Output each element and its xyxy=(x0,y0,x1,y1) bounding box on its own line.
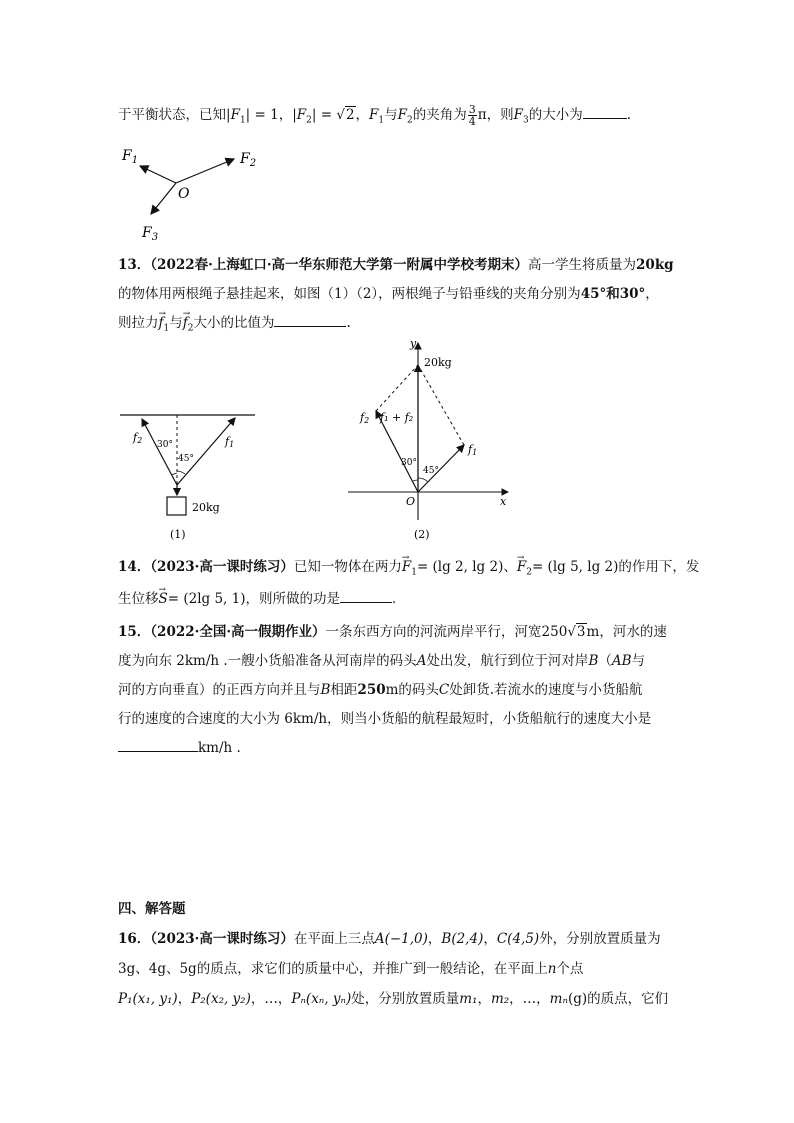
f1-arrow xyxy=(140,166,176,183)
section-title: 四、解答题 xyxy=(118,901,186,917)
q15-line3: 河的方向垂直）的正西方向并且与B相距250m的码头C处卸货.若流水的速度与小货船航 xyxy=(118,682,643,698)
answer-blank-12[interactable] xyxy=(583,104,627,119)
weight-label: 20kg xyxy=(192,501,220,514)
caption-1: (1) xyxy=(170,528,186,541)
angle-30: 30° xyxy=(157,440,173,450)
f1-label: f1 xyxy=(225,435,235,449)
origin-label: O xyxy=(406,495,416,508)
angle-30: 30° xyxy=(401,458,417,468)
q16-line3: P₁(x₁, y₁)，P₂(x₂, y₂)，…，Pₙ(xₙ, yₙ)处，分别放置质量m₁，m₂，…，mₙ(g)的质点，它们 xyxy=(118,991,669,1007)
q13-line3: 则拉力→ $f_1$与→ $f_2$大小的比值为 . xyxy=(118,312,351,340)
f2-label: f2 xyxy=(133,431,143,445)
q13-line2: 的物体用两根绳子悬挂起来，如图（1）（2），两根绳子与铅垂线的夹角分别为45°和30°， xyxy=(118,286,659,302)
fraction-3-4: $\frac{3}{4}$ xyxy=(468,103,476,128)
q16-line1: 16．（2023·高一课时练习）在平面上三点A(−1,0)，B(2,4)，C(4,5)外，分别放置质量为 xyxy=(118,931,661,947)
f1-label: f1 xyxy=(468,443,478,457)
f2-label: $F_2$ xyxy=(240,151,257,169)
q15-line5: km/h . xyxy=(118,737,241,759)
q15-line1: 15．（2022·全国·高一假期作业）一条东西方向的河流两岸平行，河宽250√3m，河水的速 xyxy=(118,624,667,640)
weight-label: 20kg xyxy=(424,356,452,369)
caption-2: (2) xyxy=(414,528,430,541)
answer-blank-14[interactable] xyxy=(340,588,392,603)
sum-label: f₁ + f₂ xyxy=(380,411,414,424)
f3-arrow xyxy=(151,183,176,214)
f2-label: f2 xyxy=(360,411,370,425)
rope-f2 xyxy=(142,419,177,485)
parallelogram-edge-1 xyxy=(376,365,418,411)
parallelogram-edge-2 xyxy=(418,365,464,445)
q13-line1: 13．（2022春·上海虹口·高一华东师范大学第一附属中学校考期末）高一学生将质量为20kg xyxy=(118,257,674,273)
answer-blank-13[interactable] xyxy=(274,312,346,327)
weight-block xyxy=(167,497,186,515)
q14-line2: 生位移→ S= (2lg 5, 1)，则所做的功是 ． xyxy=(118,588,406,610)
q15-line2: 度为向东 2km/h .一艘小货船准备从河南岸的码头A处出发，航行到位于河对岸B（AB与 xyxy=(118,653,646,669)
x-label: x xyxy=(500,495,507,508)
angle-45: 45° xyxy=(178,454,194,464)
q13-figure-1 xyxy=(115,405,265,545)
q13-figure-2 xyxy=(340,335,520,545)
q16-line2: 3g、4g、5g的质点，求它们的质量中心，并推广到一般结论，在平面上n个点 xyxy=(118,961,584,977)
o-label: O xyxy=(178,186,190,202)
q12-tail-line: 于平衡状态，已知$|F_1| = 1$，$|F_2| = √2$，$F_1$与$F_2$的夹角为 $\frac{3}{4}$ π，则$F_3$的大小为 . xyxy=(118,103,632,128)
rope-f1 xyxy=(177,418,235,485)
answer-blank-15[interactable] xyxy=(118,737,198,752)
angle-45: 45° xyxy=(423,466,439,476)
y-label: y xyxy=(410,337,417,350)
q12-force-diagram xyxy=(110,138,270,246)
f3-label: $F_3$ xyxy=(142,225,159,243)
q14-line1: 14．（2023·高一课时练习）已知一物体在两力→ $F_1= (\lg$ 2, lg 2)、→ $F_2= (\lg$ 5, lg 2)的作用下，发 xyxy=(118,556,699,584)
f1-label: $F_1$ xyxy=(122,148,139,166)
q15-line4: 行的速度的合速度的大小为 6km/h，则当小货船的航程最短时，小货船航行的速度大小是 xyxy=(118,711,652,727)
f2-arrow xyxy=(176,159,234,183)
